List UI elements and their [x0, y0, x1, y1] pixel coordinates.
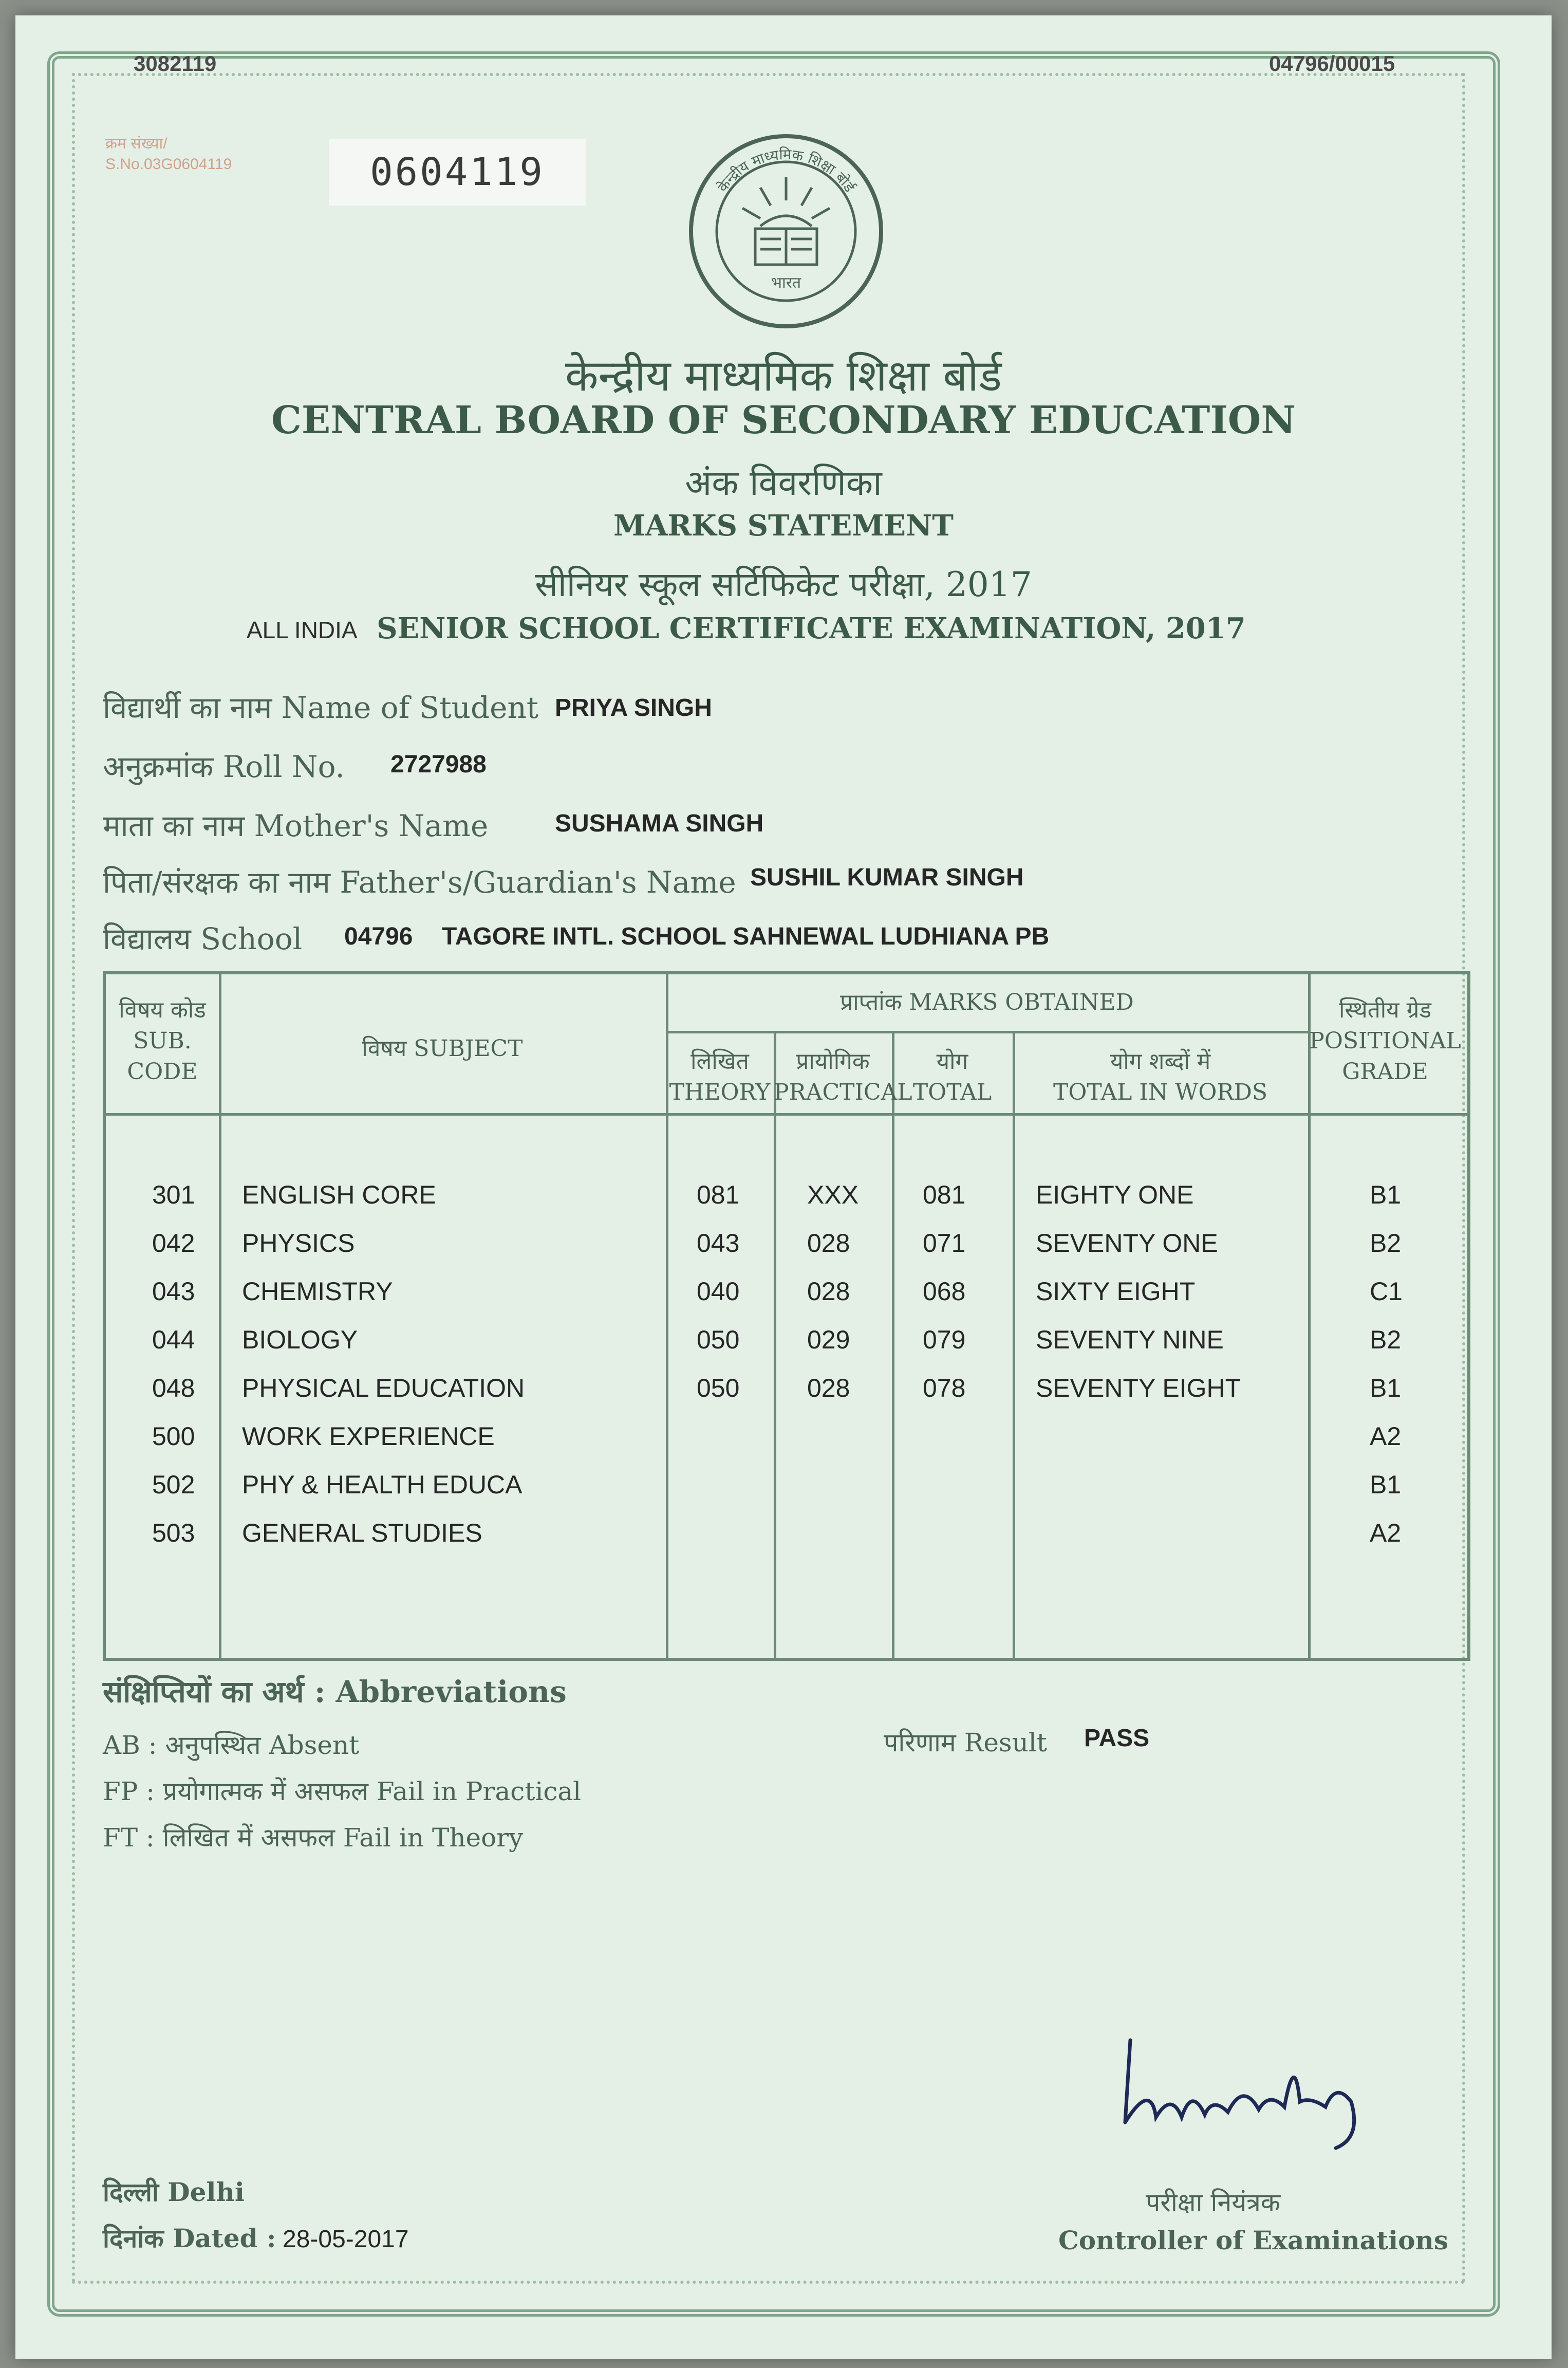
dated-label: दिनांक Dated :	[103, 2223, 276, 2253]
certificate-paper	[15, 15, 1552, 2359]
father-name-label: पिता/संरक्षक का नाम Father's/Guardian's Name	[103, 865, 736, 900]
practical-marks: 029	[807, 1325, 850, 1354]
sub-code: 048	[152, 1374, 195, 1402]
stamp-line-1: क्रम संख्या/	[105, 135, 167, 152]
subject-name: PHYSICS	[242, 1229, 355, 1257]
total-marks: 081	[923, 1180, 966, 1209]
roll-number-label: अनुक्रमांक Roll No.	[103, 749, 345, 784]
abbreviation-absent: AB : अनुपस्थित Absent	[103, 1730, 360, 1760]
table-row	[106, 1228, 1467, 1276]
theory-header: लिखित THEORY	[669, 1048, 771, 1105]
total-in-words: EIGHTY ONE	[1036, 1180, 1194, 1209]
statement-title-hindi: अंक विवरणिका	[685, 463, 882, 504]
sub-code: 502	[152, 1470, 195, 1499]
theory-marks: 043	[697, 1229, 740, 1257]
student-name-label: विद्यार्थी का नाम Name of Student	[103, 690, 539, 725]
exam-title-hindi: सीनियर स्कूल सर्टिफिकेट परीक्षा, 2017	[535, 565, 1032, 604]
reference-number-right: 04796/00015	[1269, 51, 1395, 76]
statement-title-english: MARKS STATEMENT	[613, 509, 954, 543]
reference-number-left: 3082119	[134, 51, 217, 76]
exam-title-english	[247, 612, 1246, 645]
table-row	[106, 1373, 1467, 1421]
mother-name-value: SUSHAMA SINGH	[555, 810, 764, 837]
total-header: योग TOTAL	[912, 1048, 992, 1105]
abbreviation-fail-practical: FP : प्रयोगात्मक में असफल Fail in Practical	[103, 1777, 582, 1806]
table-row	[106, 1325, 1467, 1373]
school-code: 04796	[344, 923, 413, 950]
practical-marks: 028	[807, 1277, 850, 1306]
practical-marks: 028	[807, 1374, 850, 1402]
father-name-value: SUSHIL KUMAR SINGH	[750, 864, 1024, 891]
total-marks: 078	[923, 1374, 966, 1402]
controller-title-english: Controller of Examinations	[1058, 2225, 1449, 2255]
abbreviations-title: संक्षिप्तियों का अर्थ : Abbreviations	[103, 1674, 567, 1709]
table-row	[106, 1470, 1467, 1518]
total-marks: 071	[923, 1229, 966, 1257]
positional-grade: C1	[1370, 1277, 1403, 1306]
theory-marks: 050	[697, 1325, 740, 1354]
board-name-hindi: केन्द्रीय माध्यमिक शिक्षा बोर्ड	[565, 350, 1002, 401]
result-label: परिणाम Result	[884, 1728, 1047, 1757]
student-name-value: PRIYA SINGH	[555, 694, 712, 721]
total-in-words: SEVENTY EIGHT	[1036, 1374, 1241, 1402]
serial-number: 0604119	[329, 139, 586, 206]
controller-signature-icon	[1110, 2020, 1377, 2153]
controller-title-hindi: परीक्षा नियंत्रक	[1146, 2188, 1281, 2217]
subject-name: PHYSICAL EDUCATION	[242, 1374, 525, 1402]
mother-name-label: माता का नाम Mother's Name	[103, 808, 489, 843]
abbreviation-fail-theory: FT : लिखित में असफल Fail in Theory	[103, 1823, 524, 1853]
all-india-label: ALL INDIA	[247, 617, 358, 643]
table-row	[106, 1180, 1467, 1228]
sub-code: 503	[152, 1519, 195, 1547]
seal-top-text: केन्द्रीय माध्यमिक शिक्षा बोर्ड	[714, 145, 858, 195]
positional-grade: A2	[1370, 1519, 1402, 1547]
practical-marks: 028	[807, 1229, 850, 1257]
sub-code: 042	[152, 1229, 195, 1257]
positional-grade: B1	[1370, 1374, 1402, 1402]
exam-title-text: SENIOR SCHOOL CERTIFICATE EXAMINATION, 2017	[377, 612, 1246, 645]
positional-grade: B2	[1370, 1229, 1402, 1257]
school-label: विद्यालय School	[103, 921, 303, 956]
sub-code: 301	[152, 1180, 195, 1209]
subject-name: ENGLISH CORE	[242, 1180, 436, 1209]
seal-bottom-text: भारत	[771, 274, 801, 292]
subject-name: PHY & HEALTH EDUCA	[242, 1470, 522, 1499]
result-value: PASS	[1084, 1725, 1150, 1752]
total-in-words: SEVENTY ONE	[1036, 1229, 1218, 1257]
stamp-line-2: S.No.03G0604119	[105, 156, 232, 173]
marks-obtained-header: प्राप्तांक MARKS OBTAINED	[840, 989, 1134, 1015]
subject-name: WORK EXPERIENCE	[242, 1422, 495, 1451]
school-name-value: TAGORE INTL. SCHOOL SAHNEWAL LUDHIANA PB	[442, 923, 1050, 950]
positional-grade: A2	[1370, 1422, 1402, 1451]
total-marks: 068	[923, 1277, 966, 1306]
practical-header: प्रायोगिक PRACTICAL	[774, 1048, 912, 1105]
practical-marks: XXX	[807, 1180, 859, 1209]
board-seal-icon	[683, 128, 889, 334]
subject-name: GENERAL STUDIES	[242, 1519, 482, 1547]
positional-grade: B2	[1370, 1325, 1402, 1354]
issue-date: 28-05-2017	[283, 2226, 409, 2253]
place-label: दिल्ली Delhi	[103, 2177, 245, 2207]
theory-marks: 081	[697, 1180, 740, 1209]
table-row	[106, 1276, 1467, 1325]
total-in-words: SEVENTY NINE	[1036, 1325, 1224, 1354]
total-marks: 079	[923, 1325, 966, 1354]
table-row	[106, 1421, 1467, 1470]
sub-code: 500	[152, 1422, 195, 1451]
roll-number-value: 2727988	[390, 751, 487, 778]
total-in-words: SIXTY EIGHT	[1036, 1277, 1196, 1306]
subject-header: विषय SUBJECT	[362, 1035, 523, 1062]
sub-code: 044	[152, 1325, 195, 1354]
marks-table	[103, 971, 1470, 1661]
code-header: विषय कोड SUB. CODE	[119, 997, 206, 1085]
subject-name: BIOLOGY	[242, 1325, 358, 1354]
total-in-words-header: योग शब्दों में TOTAL IN WORDS	[1053, 1048, 1268, 1105]
serial-stamp	[105, 134, 321, 175]
subject-name: CHEMISTRY	[242, 1277, 393, 1306]
positional-grade: B1	[1370, 1470, 1402, 1499]
grade-header: स्थितीय ग्रेड POSITIONAL GRADE	[1309, 997, 1461, 1085]
board-name-english: CENTRAL BOARD OF SECONDARY EDUCATION	[271, 398, 1296, 442]
theory-marks: 050	[697, 1374, 740, 1402]
sub-code: 043	[152, 1277, 195, 1306]
positional-grade: B1	[1370, 1180, 1402, 1209]
table-row	[106, 1518, 1467, 1566]
theory-marks: 040	[697, 1277, 740, 1306]
